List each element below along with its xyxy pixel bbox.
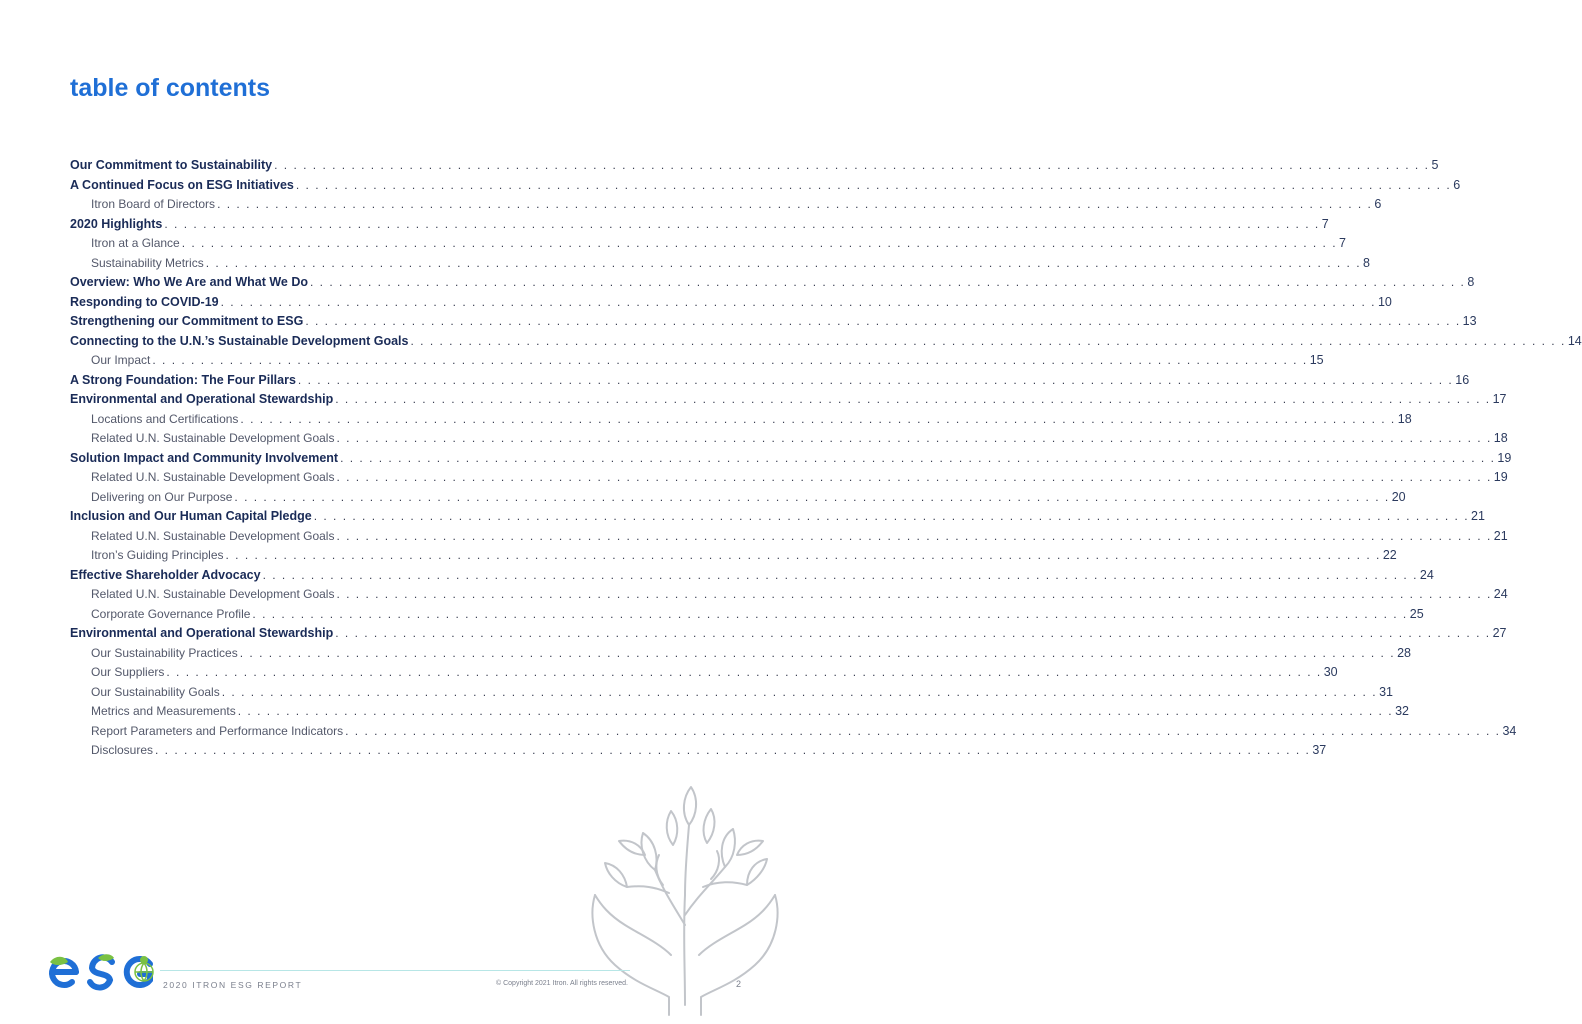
toc-dot-leader: . . . . . . . . . . . . . . . . . . . . . . . . . . . . . . . . . . . . . . . . . . . . . . . . . . . . . . . . . . . . . . . . . . . . . . . . . . . . . . . . . . . . . . . . . . . . . . . . . . . . . . . . . . . . . . . . . . . . . . . . bbox=[310, 275, 1466, 289]
toc-page-number: 24 bbox=[1419, 567, 1434, 582]
footer-page-number: 2 bbox=[736, 979, 742, 989]
toc-page-number: 7 bbox=[1339, 236, 1346, 250]
toc-subentry[interactable] bbox=[70, 723, 1517, 744]
toc-entry-label: A Strong Foundation: The Four Pillars bbox=[70, 372, 296, 387]
toc-entry[interactable] bbox=[70, 567, 1434, 588]
toc-page-number: 28 bbox=[1397, 645, 1411, 660]
toc-dot-leader: . . . . . . . . . . . . . . . . . . . . . . . . . . . . . . . . . . . . . . . . . . . . . . . . . . . . . . . . . . . . . . . . . . . . . . . . . . . . . . . . . . . . . . . . . . . . . . . . . . . . . . . . . . . . . . . . . . . . . . . . bbox=[221, 684, 1378, 699]
toc-entry-label: Connecting to the U.N.’s Sustainable Development Goals bbox=[70, 333, 409, 348]
toc-entry[interactable] bbox=[70, 626, 1507, 646]
toc-page-number: 14 bbox=[1567, 333, 1582, 348]
toc-entry[interactable] bbox=[70, 509, 1485, 529]
footer-copyright: © Copyright 2021 Itron. All rights reserved. bbox=[496, 980, 628, 987]
toc-subentry[interactable] bbox=[70, 431, 1508, 451]
toc-dot-leader: . . . . . . . . . . . . . . . . . . . . . . . . . . . . . . . . . . . . . . . . . . . . . . . . . . . . . . . . . . . . . . . . . . . . . . . . . . . . . . . . . . . . . . . . . . . . . . . . . . . . . . . . . . . . . . . . . . . . . . . . bbox=[336, 587, 1492, 601]
toc-page-number: 34 bbox=[1502, 723, 1517, 738]
toc-page-number: 6 bbox=[1374, 197, 1382, 211]
toc-dot-leader: . . . . . . . . . . . . . . . . . . . . . . . . . . . . . . . . . . . . . . . . . . . . . . . . . . . . . . . . . . . . . . . . . . . . . . . . . . . . . . . . . . . . . . . . . . . . . . . . . . . . . . . . . . . . . . . . . . . . . . . . bbox=[336, 431, 1492, 445]
toc-entry-label: Related U.N. Sustainable Development Goals bbox=[91, 470, 335, 484]
toc-page-number: 18 bbox=[1397, 411, 1412, 426]
page-title: table of contents bbox=[70, 74, 271, 102]
toc-subentry[interactable] bbox=[70, 528, 1508, 549]
toc-dot-leader: . . . . . . . . . . . . . . . . . . . . . . . . . . . . . . . . . . . . . . . . . . . . . . . . . . . . . . . . . . . . . . . . . . . . . . . . . . . . . . . . . . . . . . . . . . . . . . . . . . . . . . . . . . . . . . . . . . . . . . . . bbox=[274, 158, 1430, 172]
toc-page-number: 21 bbox=[1471, 509, 1485, 523]
toc-entry-label: Our Sustainability Goals bbox=[91, 684, 220, 699]
toc-subentry[interactable] bbox=[70, 645, 1411, 666]
toc-entry-label: Our Impact bbox=[91, 353, 151, 367]
toc-entry-label: Responding to COVID-19 bbox=[70, 294, 219, 309]
toc-page-number: 31 bbox=[1379, 684, 1393, 699]
toc-entry-label: Disclosures bbox=[91, 743, 154, 757]
toc-entry-label: 2020 Highlights bbox=[70, 216, 163, 231]
toc-entry-label: Related U.N. Sustainable Development Goals bbox=[91, 431, 335, 445]
toc-dot-leader: . . . . . . . . . . . . . . . . . . . . . . . . . . . . . . . . . . . . . . . . . . . . . . . . . . . . . . . . . . . . . . . . . . . . . . . . . . . . . . . . . . . . . . . . . . . . . . . . . . . . . . . . . . . . . . . . . . . . . . . . bbox=[340, 450, 1496, 465]
toc-dot-leader: . . . . . . . . . . . . . . . . . . . . . . . . . . . . . . . . . . . . . . . . . . . . . . . . . . . . . . . . . . . . . . . . . . . . . . . . . . . . . . . . . . . . . . . . . . . . . . . . . . . . . . . . . . . . . . . . . . . . . . . . bbox=[155, 743, 1311, 757]
toc-entry-label: Solution Impact and Community Involvement bbox=[70, 450, 339, 465]
toc-entry[interactable] bbox=[70, 372, 1470, 393]
toc-subentry[interactable] bbox=[70, 704, 1409, 724]
footer-report-title: 2020 ITRON ESG REPORT bbox=[163, 980, 303, 990]
toc-page-number: 25 bbox=[1409, 606, 1424, 621]
toc-page-number: 10 bbox=[1377, 294, 1392, 309]
toc-dot-leader: . . . . . . . . . . . . . . . . . . . . . . . . . . . . . . . . . . . . . . . . . . . . . . . . . . . . . . . . . . . . . . . . . . . . . . . . . . . . . . . . . . . . . . . . . . . . . . . . . . . . . . . . . . . . . . . . . . . . . . . . bbox=[335, 626, 1491, 640]
toc-dot-leader: . . . . . . . . . . . . . . . . . . . . . . . . . . . . . . . . . . . . . . . . . . . . . . . . . . . . . . . . . . . . . . . . . . . . . . . . . . . . . . . . . . . . . . . . . . . . . . . . . . . . . . . . . . . . . . . . . . . . . . . . bbox=[181, 236, 1338, 250]
toc-subentry[interactable] bbox=[70, 665, 1338, 685]
toc-entry-label: Delivering on Our Purpose bbox=[91, 489, 233, 504]
toc-subentry[interactable] bbox=[70, 197, 1382, 217]
toc-page-number: 21 bbox=[1493, 528, 1508, 543]
toc-entry-label: A Continued Focus on ESG Initiatives bbox=[70, 177, 294, 192]
toc-dot-leader: . . . . . . . . . . . . . . . . . . . . . . . . . . . . . . . . . . . . . . . . . . . . . . . . . . . . . . . . . . . . . . . . . . . . . . . . . . . . . . . . . . . . . . . . . . . . . . . . . . . . . . . . . . . . . . . . . . . . . . . . bbox=[220, 294, 1376, 309]
toc-entry[interactable] bbox=[70, 314, 1477, 334]
toc-entry-label: Effective Shareholder Advocacy bbox=[70, 567, 261, 582]
toc-dot-leader: . . . . . . . . . . . . . . . . . . . . . . . . . . . . . . . . . . . . . . . . . . . . . . . . . . . . . . . . . . . . . . . . . . . . . . . . . . . . . . . . . . . . . . . . . . . . . . . . . . . . . . . . . . . . . . . . . . . . . . . . bbox=[240, 411, 1396, 426]
tree-hands-illustration bbox=[585, 775, 785, 1015]
toc-page-number: 17 bbox=[1492, 392, 1507, 406]
toc-entry-label: Environmental and Operational Stewardship bbox=[70, 626, 334, 640]
toc-dot-leader: . . . . . . . . . . . . . . . . . . . . . . . . . . . . . . . . . . . . . . . . . . . . . . . . . . . . . . . . . . . . . . . . . . . . . . . . . . . . . . . . . . . . . . . . . . . . . . . . . . . . . . . . . . . . . . . . . . . . . . . . bbox=[410, 333, 1566, 348]
toc-dot-leader: . . . . . . . . . . . . . . . . . . . . . . . . . . . . . . . . . . . . . . . . . . . . . . . . . . . . . . . . . . . . . . . . . . . . . . . . . . . . . . . . . . . . . . . . . . . . . . . . . . . . . . . . . . . . . . . . . . . . . . . . bbox=[234, 489, 1390, 504]
toc-entry-label: Our Commitment to Sustainability bbox=[70, 158, 273, 172]
toc-subentry[interactable] bbox=[70, 684, 1393, 705]
toc-page-number: 13 bbox=[1462, 314, 1477, 328]
toc-subentry[interactable] bbox=[70, 411, 1412, 432]
toc-page-number: 30 bbox=[1323, 665, 1338, 679]
toc-subentry[interactable] bbox=[70, 743, 1327, 763]
toc-dot-leader: . . . . . . . . . . . . . . . . . . . . . . . . . . . . . . . . . . . . . . . . . . . . . . . . . . . . . . . . . . . . . . . . . . . . . . . . . . . . . . . . . . . . . . . . . . . . . . . . . . . . . . . . . . . . . . . . . . . . . . . . bbox=[313, 509, 1470, 523]
toc-dot-leader: . . . . . . . . . . . . . . . . . . . . . . . . . . . . . . . . . . . . . . . . . . . . . . . . . . . . . . . . . . . . . . . . . . . . . . . . . . . . . . . . . . . . . . . . . . . . . . . . . . . . . . . . . . . . . . . . . . . . . . . . bbox=[166, 665, 1322, 679]
toc-entry[interactable] bbox=[70, 392, 1507, 412]
toc-dot-leader: . . . . . . . . . . . . . . . . . . . . . . . . . . . . . . . . . . . . . . . . . . . . . . . . . . . . . . . . . . . . . . . . . . . . . . . . . . . . . . . . . . . . . . . . . . . . . . . . . . . . . . . . . . . . . . . . . . . . . . . . bbox=[295, 177, 1452, 192]
toc-dot-leader: . . . . . . . . . . . . . . . . . . . . . . . . . . . . . . . . . . . . . . . . . . . . . . . . . . . . . . . . . . . . . . . . . . . . . . . . . . . . . . . . . . . . . . . . . . . . . . . . . . . . . . . . . . . . . . . . . . . . . . . . bbox=[297, 372, 1454, 387]
toc-dot-leader: . . . . . . . . . . . . . . . . . . . . . . . . . . . . . . . . . . . . . . . . . . . . . . . . . . . . . . . . . . . . . . . . . . . . . . . . . . . . . . . . . . . . . . . . . . . . . . . . . . . . . . . . . . . . . . . . . . . . . . . . bbox=[262, 567, 1418, 582]
toc-subentry[interactable] bbox=[70, 489, 1406, 510]
toc-entry[interactable] bbox=[70, 275, 1475, 295]
toc-page-number: 7 bbox=[1321, 216, 1329, 231]
toc-entry-label: Metrics and Measurements bbox=[91, 704, 236, 718]
footer-divider bbox=[160, 970, 630, 971]
toc-entry-label: Our Suppliers bbox=[91, 665, 165, 679]
toc-dot-leader: . . . . . . . . . . . . . . . . . . . . . . . . . . . . . . . . . . . . . . . . . . . . . . . . . . . . . . . . . . . . . . . . . . . . . . . . . . . . . . . . . . . . . . . . . . . . . . . . . . . . . . . . . . . . . . . . . . . . . . . . bbox=[345, 723, 1501, 738]
toc-page-number: 8 bbox=[1363, 255, 1370, 270]
toc-dot-leader: . . . . . . . . . . . . . . . . . . . . . . . . . . . . . . . . . . . . . . . . . . . . . . . . . . . . . . . . . . . . . . . . . . . . . . . . . . . . . . . . . . . . . . . . . . . . . . . . . . . . . . . . . . . . . . . . . . . . . . . . bbox=[336, 528, 1492, 543]
toc-subentry[interactable] bbox=[70, 470, 1508, 490]
toc-page-number: 16 bbox=[1455, 372, 1470, 387]
toc-entry[interactable] bbox=[70, 216, 1329, 237]
toc-dot-leader: . . . . . . . . . . . . . . . . . . . . . . . . . . . . . . . . . . . . . . . . . . . . . . . . . . . . . . . . . . . . . . . . . . . . . . . . . . . . . . . . . . . . . . . . . . . . . . . . . . . . . . . . . . . . . . . . . . . . . . . . bbox=[225, 548, 1381, 562]
toc-dot-leader: . . . . . . . . . . . . . . . . . . . . . . . . . . . . . . . . . . . . . . . . . . . . . . . . . . . . . . . . . . . . . . . . . . . . . . . . . . . . . . . . . . . . . . . . . . . . . . . . . . . . . . . . . . . . . . . . . . . . . . . . bbox=[217, 197, 1373, 211]
toc-dot-leader: . . . . . . . . . . . . . . . . . . . . . . . . . . . . . . . . . . . . . . . . . . . . . . . . . . . . . . . . . . . . . . . . . . . . . . . . . . . . . . . . . . . . . . . . . . . . . . . . . . . . . . . . . . . . . . . . . . . . . . . . bbox=[336, 470, 1492, 484]
toc-entry-label: Inclusion and Our Human Capital Pledge bbox=[70, 509, 312, 523]
toc-entry-label: Strengthening our Commitment to ESG bbox=[70, 314, 304, 328]
toc-subentry[interactable] bbox=[70, 255, 1370, 276]
toc-page-number: 19 bbox=[1497, 450, 1512, 465]
toc-page-number: 22 bbox=[1382, 548, 1397, 562]
toc-dot-leader: . . . . . . . . . . . . . . . . . . . . . . . . . . . . . . . . . . . . . . . . . . . . . . . . . . . . . . . . . . . . . . . . . . . . . . . . . . . . . . . . . . . . . . . . . . . . . . . . . . . . . . . . . . . . . . . . . . . . . . . . bbox=[335, 392, 1491, 406]
toc-page-number: 8 bbox=[1467, 275, 1475, 289]
toc-page-number: 20 bbox=[1391, 489, 1406, 504]
toc-subentry[interactable] bbox=[70, 236, 1346, 256]
toc-subentry[interactable] bbox=[70, 548, 1397, 568]
toc-entry[interactable] bbox=[70, 294, 1392, 315]
toc-page-number: 15 bbox=[1309, 353, 1324, 367]
toc-page-number: 27 bbox=[1492, 626, 1507, 640]
toc-entry[interactable] bbox=[70, 158, 1439, 178]
toc-entry-label: Overview: Who We Are and What We Do bbox=[70, 275, 308, 289]
toc-page-number: 5 bbox=[1431, 158, 1439, 172]
toc-dot-leader: . . . . . . . . . . . . . . . . . . . . . . . . . . . . . . . . . . . . . . . . . . . . . . . . . . . . . . . . . . . . . . . . . . . . . . . . . . . . . . . . . . . . . . . . . . . . . . . . . . . . . . . . . . . . . . . . . . . . . . . . bbox=[164, 216, 1320, 231]
toc-entry-label: Itron’s Guiding Principles bbox=[91, 548, 224, 562]
toc-page-number: 37 bbox=[1312, 743, 1327, 757]
toc-entry[interactable] bbox=[70, 333, 1582, 354]
toc-entry-label: Sustainability Metrics bbox=[91, 255, 204, 270]
table-of-contents bbox=[70, 158, 1582, 763]
toc-dot-leader: . . . . . . . . . . . . . . . . . . . . . . . . . . . . . . . . . . . . . . . . . . . . . . . . . . . . . . . . . . . . . . . . . . . . . . . . . . . . . . . . . . . . . . . . . . . . . . . . . . . . . . . . . . . . . . . . . . . . . . . . bbox=[252, 606, 1408, 621]
toc-entry-label: Related U.N. Sustainable Development Goals bbox=[91, 587, 335, 601]
toc-entry-label: Corporate Governance Profile bbox=[91, 606, 251, 621]
toc-entry[interactable] bbox=[70, 177, 1461, 198]
toc-page-number: 6 bbox=[1453, 177, 1461, 192]
toc-entry-label: Related U.N. Sustainable Development Goals bbox=[91, 528, 335, 543]
toc-page-number: 18 bbox=[1493, 431, 1508, 445]
toc-subentry[interactable] bbox=[70, 606, 1424, 627]
toc-dot-leader: . . . . . . . . . . . . . . . . . . . . . . . . . . . . . . . . . . . . . . . . . . . . . . . . . . . . . . . . . . . . . . . . . . . . . . . . . . . . . . . . . . . . . . . . . . . . . . . . . . . . . . . . . . . . . . . . . . . . . . . . bbox=[305, 314, 1461, 328]
toc-dot-leader: . . . . . . . . . . . . . . . . . . . . . . . . . . . . . . . . . . . . . . . . . . . . . . . . . . . . . . . . . . . . . . . . . . . . . . . . . . . . . . . . . . . . . . . . . . . . . . . . . . . . . . . . . . . . . . . . . . . . . . . . bbox=[205, 255, 1362, 270]
toc-entry-label: Report Parameters and Performance Indicators bbox=[91, 723, 344, 738]
toc-entry-label: Itron Board of Directors bbox=[91, 197, 216, 211]
toc-page-number: 32 bbox=[1395, 704, 1409, 718]
toc-page-number: 19 bbox=[1493, 470, 1508, 484]
toc-entry-label: Itron at a Glance bbox=[91, 236, 180, 250]
toc-dot-leader: . . . . . . . . . . . . . . . . . . . . . . . . . . . . . . . . . . . . . . . . . . . . . . . . . . . . . . . . . . . . . . . . . . . . . . . . . . . . . . . . . . . . . . . . . . . . . . . . . . . . . . . . . . . . . . . . . . . . . . . . bbox=[152, 353, 1308, 367]
toc-entry-label: Locations and Certifications bbox=[91, 411, 239, 426]
toc-entry[interactable] bbox=[70, 450, 1512, 471]
esg-logo bbox=[46, 952, 158, 992]
toc-subentry[interactable] bbox=[70, 353, 1324, 373]
toc-dot-leader: . . . . . . . . . . . . . . . . . . . . . . . . . . . . . . . . . . . . . . . . . . . . . . . . . . . . . . . . . . . . . . . . . . . . . . . . . . . . . . . . . . . . . . . . . . . . . . . . . . . . . . . . . . . . . . . . . . . . . . . . bbox=[239, 645, 1396, 660]
toc-dot-leader: . . . . . . . . . . . . . . . . . . . . . . . . . . . . . . . . . . . . . . . . . . . . . . . . . . . . . . . . . . . . . . . . . . . . . . . . . . . . . . . . . . . . . . . . . . . . . . . . . . . . . . . . . . . . . . . . . . . . . . . . bbox=[237, 704, 1394, 718]
toc-entry-label: Our Sustainability Practices bbox=[91, 645, 238, 660]
toc-subentry[interactable] bbox=[70, 587, 1508, 607]
toc-entry-label: Environmental and Operational Stewardship bbox=[70, 392, 334, 406]
toc-page-number: 24 bbox=[1493, 587, 1508, 601]
